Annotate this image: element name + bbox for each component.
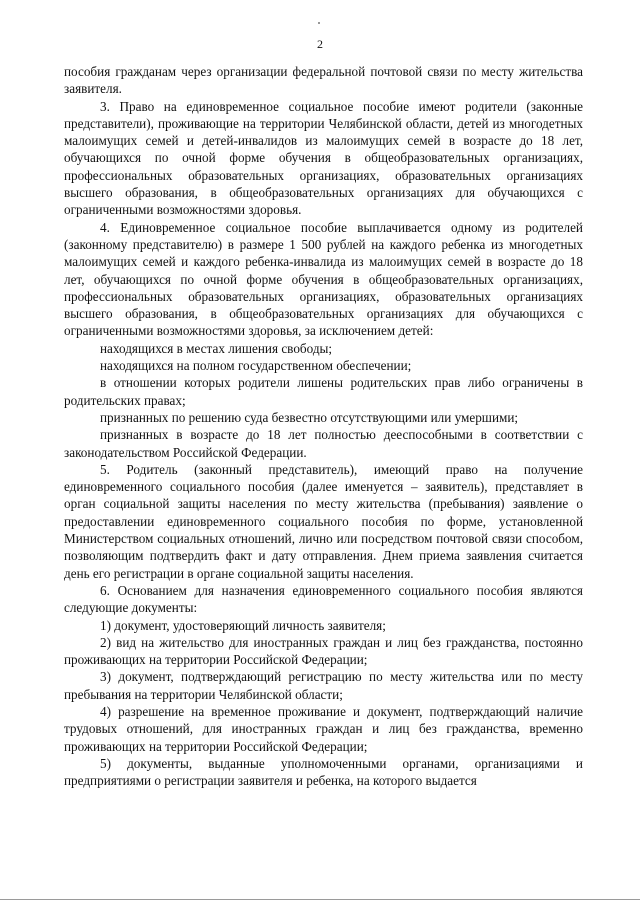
document-list-item-2: 2) вид на жительство для иностранных граждан и лиц без гражданства, постоянно проживающих на территории Российской Федерации; bbox=[64, 634, 583, 668]
exception-state-support: находящихся на полном государственном обеспечении; bbox=[100, 358, 412, 374]
exception-parental-rights: в отношении которых родители лишены родительских прав либо ограничены в родительских правах; bbox=[64, 375, 583, 408]
exception-deprivation-of-liberty: находящихся в местах лишения свободы; bbox=[100, 340, 333, 356]
page-number: 2 bbox=[317, 37, 323, 51]
paragraph-continuation: пособия гражданам через организации федеральной почтовой связи по месту жительства заявителя. bbox=[64, 64, 583, 97]
document-list-item-3: 3) документ, подтверждающий регистрацию по месту жительства или по месту пребывания на территории Челябинской области; bbox=[64, 669, 583, 702]
paragraph-item-6: 6. Основанием для назначения единовременного социального пособия являются следующие документы: bbox=[64, 582, 583, 616]
page-bottom-edge bbox=[0, 899, 640, 900]
document-body bbox=[64, 63, 583, 789]
exception-missing-or-dead: признанных по решению суда безвестно отсутствующими или умершими; bbox=[100, 409, 519, 425]
document-list-item-1: 1) документ, удостоверяющий личность заявителя; bbox=[100, 617, 386, 633]
paragraph-item-5: 5. Родитель (законный представитель), имеющий право на получение единовременного социального пособия (далее именуется – заявитель), представляет в орган социальной защиты населения по месту жительства (пребывания) заявление о предоставлении единовременного социального пособия по форме, установленной Министерством социальных отношений, лично или посредством почтовой связи способом, позволяющим подтвердить факт и дату отправления. Днем приема заявления считается день его регистрации в органе социальной защиты населения. bbox=[64, 461, 583, 581]
document-list-item-4: 4) разрешение на временное проживание и документ, подтверждающий наличие трудовых отношений, для иностранных граждан и лиц без гражданства, временно проживающих на территории Российской Федерации; bbox=[64, 703, 583, 754]
paragraph-item-4: 4. Единовременное социальное пособие выплачивается одному из родителей (законному представителю) в размере 1 500 рублей на каждого ребенка из многодетных малоимущих семей и каждого ребенка-инвалида из малоимущих семей в возрасте до 18 лет, обучающихся по очной форме обучения в общеобразовательных организациях, профессиональных образовательных организациях, образовательных организациях высшего образования, в общеобразовательных организациях для обучающихся с ограниченными возможностями здоровья, за исключением детей: bbox=[64, 219, 583, 339]
exception-full-capacity: признанных в возрасте до 18 лет полностью дееспособными в соответствии с законодательством Российской Федерации. bbox=[64, 427, 583, 460]
paragraph-item-3: 3. Право на единовременное социальное пособие имеют родители (законные представители), проживающие на территории Челябинской области, детей из многодетных малоимущих семей и детей-инвалидов из малоимущих семей в возрасте до 18 лет, обучающихся по очной форме обучения в общеобразовательных организациях, профессиональных образовательных организациях, образовательных организациях высшего образования, в общеобразовательных организациях для обучающихся с ограниченными возможностями здоровья. bbox=[64, 98, 583, 218]
scan-speck bbox=[318, 22, 320, 24]
document-list-item-5: 5) документы, выданные уполномоченными органами, организациями и предприятиями о регистрации заявителя и ребенка, на которого выдается bbox=[64, 755, 583, 789]
